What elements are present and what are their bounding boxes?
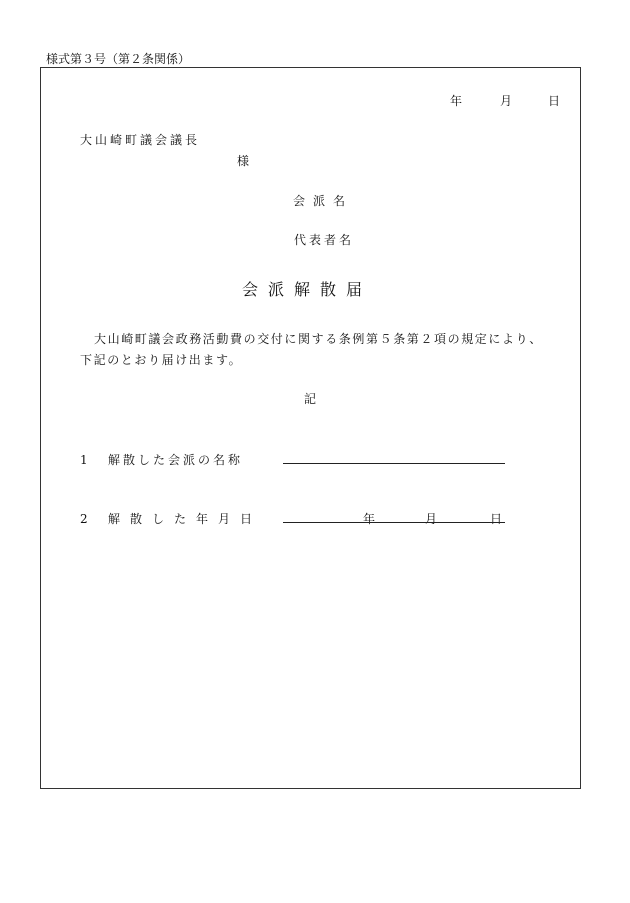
form-frame xyxy=(40,67,581,789)
faction-name-label: 会派名 xyxy=(293,194,354,208)
date-year: 年 xyxy=(450,94,463,108)
dissolution-date-field[interactable] xyxy=(283,522,505,523)
form-number: 様式第３号（第２条関係） xyxy=(46,52,191,66)
item-1 xyxy=(80,451,243,468)
item-number: 1 xyxy=(80,453,88,467)
addressee: 大山崎町議会議長 xyxy=(80,133,201,147)
faction-name-field[interactable] xyxy=(283,463,505,464)
ki-heading: 記 xyxy=(304,392,317,406)
date-day: 日 xyxy=(548,94,561,108)
body-text xyxy=(80,329,550,371)
body-sentence: 大山崎町議会政務活動費の交付に関する条例第５条第２項の規定により、下記のとおり届け出ます。 xyxy=(80,332,543,367)
honorific: 様 xyxy=(237,154,250,168)
item-label: 解散した会派の名称 xyxy=(108,453,244,467)
submission-date xyxy=(450,92,560,109)
dissolution-month: 月 xyxy=(425,512,438,526)
dissolution-day: 日 xyxy=(490,512,503,526)
item-number: 2 xyxy=(80,512,88,526)
dissolution-year: 年 xyxy=(363,512,376,526)
item-label: 解散した年月日 xyxy=(108,512,263,526)
date-month: 月 xyxy=(500,94,513,108)
document-title: 会派解散届 xyxy=(242,280,373,299)
item-2 xyxy=(80,510,262,527)
representative-label: 代表者名 xyxy=(294,233,355,247)
